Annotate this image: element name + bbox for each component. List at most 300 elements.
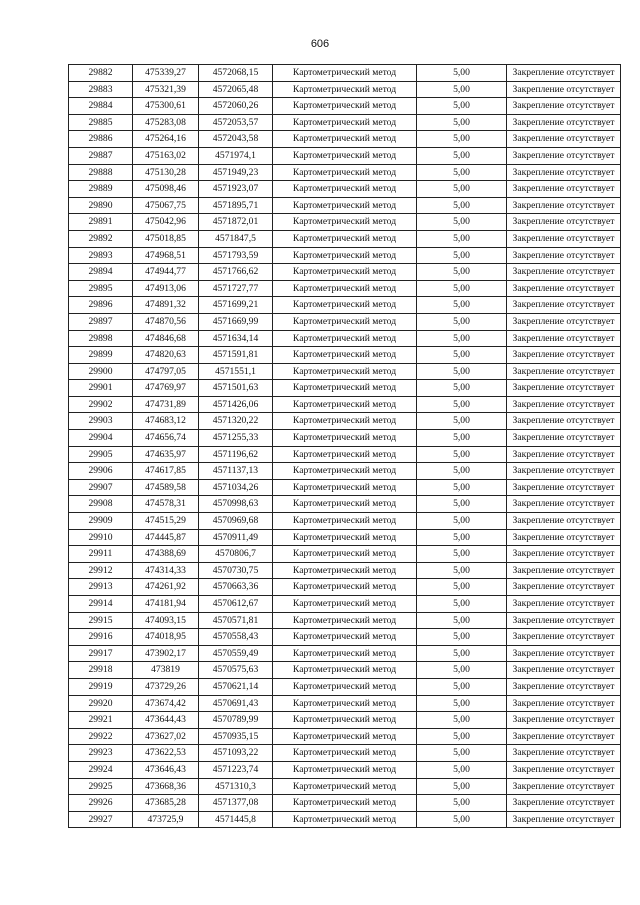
point-number-cell: 29907	[69, 479, 133, 496]
fixation-cell: Закрепление отсутствует	[507, 413, 621, 430]
y-coordinate-cell: 4570806,7	[199, 546, 273, 563]
table-row	[69, 529, 621, 546]
point-number-cell: 29908	[69, 496, 133, 513]
point-number-cell: 29890	[69, 197, 133, 214]
accuracy-cell: 5,00	[417, 529, 507, 546]
accuracy-cell: 5,00	[417, 463, 507, 480]
accuracy-cell: 5,00	[417, 678, 507, 695]
fixation-cell: Закрепление отсутствует	[507, 181, 621, 198]
fixation-cell: Закрепление отсутствует	[507, 214, 621, 231]
y-coordinate-cell: 4571320,22	[199, 413, 273, 430]
table-row	[69, 114, 621, 131]
y-coordinate-cell: 4570911,49	[199, 529, 273, 546]
point-number-cell: 29927	[69, 811, 133, 828]
accuracy-cell: 5,00	[417, 645, 507, 662]
method-cell: Картометрический метод	[273, 629, 417, 646]
accuracy-cell: 5,00	[417, 629, 507, 646]
fixation-cell: Закрепление отсутствует	[507, 363, 621, 380]
point-number-cell: 29925	[69, 778, 133, 795]
method-cell: Картометрический метод	[273, 247, 417, 264]
point-number-cell: 29892	[69, 230, 133, 247]
method-cell: Картометрический метод	[273, 662, 417, 679]
y-coordinate-cell: 4570571,81	[199, 612, 273, 629]
table-row	[69, 164, 621, 181]
table-row	[69, 596, 621, 613]
y-coordinate-cell: 4571974,1	[199, 147, 273, 164]
fixation-cell: Закрепление отсутствует	[507, 230, 621, 247]
fixation-cell: Закрепление отсутствует	[507, 662, 621, 679]
y-coordinate-cell: 4570621,14	[199, 678, 273, 695]
x-coordinate-cell: 475067,75	[133, 197, 199, 214]
accuracy-cell: 5,00	[417, 297, 507, 314]
x-coordinate-cell: 475018,85	[133, 230, 199, 247]
x-coordinate-cell: 475130,28	[133, 164, 199, 181]
y-coordinate-cell: 4570691,43	[199, 695, 273, 712]
point-number-cell: 29912	[69, 562, 133, 579]
fixation-cell: Закрепление отсутствует	[507, 264, 621, 281]
point-number-cell: 29922	[69, 728, 133, 745]
fixation-cell: Закрепление отсутствует	[507, 496, 621, 513]
accuracy-cell: 5,00	[417, 247, 507, 264]
x-coordinate-cell: 474515,29	[133, 513, 199, 530]
x-coordinate-cell: 474635,97	[133, 446, 199, 463]
method-cell: Картометрический метод	[273, 313, 417, 330]
fixation-cell: Закрепление отсутствует	[507, 297, 621, 314]
table-row	[69, 98, 621, 115]
accuracy-cell: 5,00	[417, 496, 507, 513]
x-coordinate-cell: 473627,02	[133, 728, 199, 745]
table-row	[69, 662, 621, 679]
point-number-cell: 29917	[69, 645, 133, 662]
fixation-cell: Закрепление отсутствует	[507, 513, 621, 530]
accuracy-cell: 5,00	[417, 430, 507, 447]
x-coordinate-cell: 474578,31	[133, 496, 199, 513]
fixation-cell: Закрепление отсутствует	[507, 313, 621, 330]
accuracy-cell: 5,00	[417, 446, 507, 463]
fixation-cell: Закрепление отсутствует	[507, 65, 621, 82]
y-coordinate-cell: 4571923,07	[199, 181, 273, 198]
fixation-cell: Закрепление отсутствует	[507, 579, 621, 596]
table-row	[69, 479, 621, 496]
method-cell: Картометрический метод	[273, 612, 417, 629]
method-cell: Картометрический метод	[273, 811, 417, 828]
y-coordinate-cell: 4572043,58	[199, 131, 273, 148]
method-cell: Картометрический метод	[273, 330, 417, 347]
coordinates-table-body	[69, 65, 621, 828]
fixation-cell: Закрепление отсутствует	[507, 795, 621, 812]
table-row	[69, 330, 621, 347]
point-number-cell: 29918	[69, 662, 133, 679]
table-row	[69, 562, 621, 579]
point-number-cell: 29900	[69, 363, 133, 380]
y-coordinate-cell: 4570789,99	[199, 712, 273, 729]
fixation-cell: Закрепление отсутствует	[507, 811, 621, 828]
x-coordinate-cell: 473685,28	[133, 795, 199, 812]
point-number-cell: 29882	[69, 65, 133, 82]
table-row	[69, 430, 621, 447]
x-coordinate-cell: 474944,77	[133, 264, 199, 281]
table-row	[69, 214, 621, 231]
x-coordinate-cell: 474769,97	[133, 380, 199, 397]
table-row	[69, 645, 621, 662]
table-row	[69, 463, 621, 480]
point-number-cell: 29889	[69, 181, 133, 198]
table-row	[69, 297, 621, 314]
y-coordinate-cell: 4571377,08	[199, 795, 273, 812]
y-coordinate-cell: 4570969,68	[199, 513, 273, 530]
y-coordinate-cell: 4572053,57	[199, 114, 273, 131]
method-cell: Картометрический метод	[273, 164, 417, 181]
method-cell: Картометрический метод	[273, 396, 417, 413]
accuracy-cell: 5,00	[417, 330, 507, 347]
x-coordinate-cell: 474683,12	[133, 413, 199, 430]
method-cell: Картометрический метод	[273, 513, 417, 530]
y-coordinate-cell: 4571766,62	[199, 264, 273, 281]
table-row	[69, 678, 621, 695]
y-coordinate-cell: 4572065,48	[199, 81, 273, 98]
accuracy-cell: 5,00	[417, 745, 507, 762]
x-coordinate-cell: 474968,51	[133, 247, 199, 264]
accuracy-cell: 5,00	[417, 363, 507, 380]
fixation-cell: Закрепление отсутствует	[507, 247, 621, 264]
table-row	[69, 712, 621, 729]
accuracy-cell: 5,00	[417, 546, 507, 563]
y-coordinate-cell: 4570558,43	[199, 629, 273, 646]
method-cell: Картометрический метод	[273, 778, 417, 795]
fixation-cell: Закрепление отсутствует	[507, 529, 621, 546]
fixation-cell: Закрепление отсутствует	[507, 164, 621, 181]
table-row	[69, 795, 621, 812]
fixation-cell: Закрепление отсутствует	[507, 596, 621, 613]
accuracy-cell: 5,00	[417, 164, 507, 181]
x-coordinate-cell: 474891,32	[133, 297, 199, 314]
x-coordinate-cell: 474093,15	[133, 612, 199, 629]
x-coordinate-cell: 473902,17	[133, 645, 199, 662]
x-coordinate-cell: 475339,27	[133, 65, 199, 82]
table-row	[69, 347, 621, 364]
point-number-cell: 29923	[69, 745, 133, 762]
y-coordinate-cell: 4570935,15	[199, 728, 273, 745]
y-coordinate-cell: 4571034,26	[199, 479, 273, 496]
point-number-cell: 29898	[69, 330, 133, 347]
table-row	[69, 579, 621, 596]
accuracy-cell: 5,00	[417, 114, 507, 131]
method-cell: Картометрический метод	[273, 181, 417, 198]
fixation-cell: Закрепление отсутствует	[507, 546, 621, 563]
method-cell: Картометрический метод	[273, 463, 417, 480]
fixation-cell: Закрепление отсутствует	[507, 479, 621, 496]
accuracy-cell: 5,00	[417, 596, 507, 613]
fixation-cell: Закрепление отсутствует	[507, 396, 621, 413]
table-row	[69, 811, 621, 828]
method-cell: Картометрический метод	[273, 147, 417, 164]
accuracy-cell: 5,00	[417, 479, 507, 496]
accuracy-cell: 5,00	[417, 662, 507, 679]
table-row	[69, 363, 621, 380]
table-row	[69, 629, 621, 646]
point-number-cell: 29883	[69, 81, 133, 98]
x-coordinate-cell: 474870,56	[133, 313, 199, 330]
table-row	[69, 496, 621, 513]
fixation-cell: Закрепление отсутствует	[507, 131, 621, 148]
y-coordinate-cell: 4572068,15	[199, 65, 273, 82]
method-cell: Картометрический метод	[273, 430, 417, 447]
point-number-cell: 29919	[69, 678, 133, 695]
point-number-cell: 29926	[69, 795, 133, 812]
y-coordinate-cell: 4571501,63	[199, 380, 273, 397]
page-number: 606	[310, 38, 330, 50]
method-cell: Картометрический метод	[273, 479, 417, 496]
table-row	[69, 131, 621, 148]
accuracy-cell: 5,00	[417, 795, 507, 812]
y-coordinate-cell: 4570612,67	[199, 596, 273, 613]
point-number-cell: 29916	[69, 629, 133, 646]
accuracy-cell: 5,00	[417, 728, 507, 745]
accuracy-cell: 5,00	[417, 65, 507, 82]
table-row	[69, 446, 621, 463]
x-coordinate-cell: 474731,89	[133, 396, 199, 413]
point-number-cell: 29920	[69, 695, 133, 712]
method-cell: Картометрический метод	[273, 496, 417, 513]
x-coordinate-cell: 475300,61	[133, 98, 199, 115]
x-coordinate-cell: 475264,16	[133, 131, 199, 148]
point-number-cell: 29911	[69, 546, 133, 563]
table-row	[69, 761, 621, 778]
fixation-cell: Закрепление отсутствует	[507, 678, 621, 695]
method-cell: Картометрический метод	[273, 230, 417, 247]
fixation-cell: Закрепление отсутствует	[507, 380, 621, 397]
point-number-cell: 29909	[69, 513, 133, 530]
method-cell: Картометрический метод	[273, 413, 417, 430]
x-coordinate-cell: 474656,74	[133, 430, 199, 447]
accuracy-cell: 5,00	[417, 147, 507, 164]
accuracy-cell: 5,00	[417, 347, 507, 364]
method-cell: Картометрический метод	[273, 712, 417, 729]
accuracy-cell: 5,00	[417, 612, 507, 629]
table-row	[69, 147, 621, 164]
method-cell: Картометрический метод	[273, 562, 417, 579]
y-coordinate-cell: 4571727,77	[199, 280, 273, 297]
x-coordinate-cell: 474261,92	[133, 579, 199, 596]
method-cell: Картометрический метод	[273, 695, 417, 712]
table-row	[69, 695, 621, 712]
table-row	[69, 65, 621, 82]
x-coordinate-cell: 474846,68	[133, 330, 199, 347]
point-number-cell: 29904	[69, 430, 133, 447]
x-coordinate-cell: 473729,26	[133, 678, 199, 695]
method-cell: Картометрический метод	[273, 363, 417, 380]
fixation-cell: Закрепление отсутствует	[507, 778, 621, 795]
accuracy-cell: 5,00	[417, 230, 507, 247]
accuracy-cell: 5,00	[417, 778, 507, 795]
table-row	[69, 264, 621, 281]
method-cell: Картометрический метод	[273, 65, 417, 82]
point-number-cell: 29901	[69, 380, 133, 397]
y-coordinate-cell: 4571445,8	[199, 811, 273, 828]
fixation-cell: Закрепление отсутствует	[507, 612, 621, 629]
table-row	[69, 197, 621, 214]
method-cell: Картометрический метод	[273, 728, 417, 745]
y-coordinate-cell: 4570559,49	[199, 645, 273, 662]
y-coordinate-cell: 4572060,26	[199, 98, 273, 115]
point-number-cell: 29905	[69, 446, 133, 463]
table-row	[69, 313, 621, 330]
fixation-cell: Закрепление отсутствует	[507, 81, 621, 98]
point-number-cell: 29899	[69, 347, 133, 364]
point-number-cell: 29895	[69, 280, 133, 297]
fixation-cell: Закрепление отсутствует	[507, 695, 621, 712]
point-number-cell: 29903	[69, 413, 133, 430]
table-row	[69, 396, 621, 413]
table-row	[69, 413, 621, 430]
fixation-cell: Закрепление отсутствует	[507, 463, 621, 480]
x-coordinate-cell: 474617,85	[133, 463, 199, 480]
table-row	[69, 230, 621, 247]
method-cell: Картометрический метод	[273, 546, 417, 563]
point-number-cell: 29910	[69, 529, 133, 546]
accuracy-cell: 5,00	[417, 131, 507, 148]
accuracy-cell: 5,00	[417, 396, 507, 413]
point-number-cell: 29915	[69, 612, 133, 629]
fixation-cell: Закрепление отсутствует	[507, 712, 621, 729]
accuracy-cell: 5,00	[417, 811, 507, 828]
point-number-cell: 29886	[69, 131, 133, 148]
table-row	[69, 247, 621, 264]
point-number-cell: 29891	[69, 214, 133, 231]
x-coordinate-cell: 474797,05	[133, 363, 199, 380]
x-coordinate-cell: 474388,69	[133, 546, 199, 563]
point-number-cell: 29888	[69, 164, 133, 181]
table-row	[69, 380, 621, 397]
table-row	[69, 181, 621, 198]
table-row	[69, 728, 621, 745]
fixation-cell: Закрепление отсутствует	[507, 347, 621, 364]
fixation-cell: Закрепление отсутствует	[507, 446, 621, 463]
point-number-cell: 29897	[69, 313, 133, 330]
accuracy-cell: 5,00	[417, 413, 507, 430]
method-cell: Картометрический метод	[273, 380, 417, 397]
accuracy-cell: 5,00	[417, 214, 507, 231]
method-cell: Картометрический метод	[273, 81, 417, 98]
y-coordinate-cell: 4570998,63	[199, 496, 273, 513]
method-cell: Картометрический метод	[273, 645, 417, 662]
accuracy-cell: 5,00	[417, 280, 507, 297]
method-cell: Картометрический метод	[273, 745, 417, 762]
y-coordinate-cell: 4571310,3	[199, 778, 273, 795]
y-coordinate-cell: 4571847,5	[199, 230, 273, 247]
method-cell: Картометрический метод	[273, 529, 417, 546]
method-cell: Картометрический метод	[273, 579, 417, 596]
y-coordinate-cell: 4571196,62	[199, 446, 273, 463]
y-coordinate-cell: 4571426,06	[199, 396, 273, 413]
accuracy-cell: 5,00	[417, 313, 507, 330]
accuracy-cell: 5,00	[417, 181, 507, 198]
point-number-cell: 29914	[69, 596, 133, 613]
y-coordinate-cell: 4571634,14	[199, 330, 273, 347]
y-coordinate-cell: 4571669,99	[199, 313, 273, 330]
fixation-cell: Закрепление отсутствует	[507, 98, 621, 115]
y-coordinate-cell: 4570575,63	[199, 662, 273, 679]
table-row	[69, 612, 621, 629]
table-row	[69, 745, 621, 762]
x-coordinate-cell: 473725,9	[133, 811, 199, 828]
method-cell: Картометрический метод	[273, 114, 417, 131]
table-row	[69, 280, 621, 297]
x-coordinate-cell: 475283,08	[133, 114, 199, 131]
x-coordinate-cell: 474820,63	[133, 347, 199, 364]
x-coordinate-cell: 474314,33	[133, 562, 199, 579]
x-coordinate-cell: 475163,02	[133, 147, 199, 164]
fixation-cell: Закрепление отсутствует	[507, 761, 621, 778]
x-coordinate-cell: 473819	[133, 662, 199, 679]
y-coordinate-cell: 4571137,13	[199, 463, 273, 480]
fixation-cell: Закрепление отсутствует	[507, 280, 621, 297]
point-number-cell: 29924	[69, 761, 133, 778]
point-number-cell: 29896	[69, 297, 133, 314]
x-coordinate-cell: 473622,53	[133, 745, 199, 762]
point-number-cell: 29902	[69, 396, 133, 413]
y-coordinate-cell: 4571093,22	[199, 745, 273, 762]
method-cell: Картометрический метод	[273, 795, 417, 812]
point-number-cell: 29913	[69, 579, 133, 596]
point-number-cell: 29894	[69, 264, 133, 281]
point-number-cell: 29885	[69, 114, 133, 131]
x-coordinate-cell: 473668,36	[133, 778, 199, 795]
table-row	[69, 546, 621, 563]
y-coordinate-cell: 4571551,1	[199, 363, 273, 380]
fixation-cell: Закрепление отсутствует	[507, 330, 621, 347]
fixation-cell: Закрепление отсутствует	[507, 147, 621, 164]
table-row	[69, 778, 621, 795]
x-coordinate-cell: 474018,95	[133, 629, 199, 646]
method-cell: Картометрический метод	[273, 280, 417, 297]
accuracy-cell: 5,00	[417, 695, 507, 712]
accuracy-cell: 5,00	[417, 380, 507, 397]
accuracy-cell: 5,00	[417, 513, 507, 530]
x-coordinate-cell: 474589,58	[133, 479, 199, 496]
fixation-cell: Закрепление отсутствует	[507, 562, 621, 579]
method-cell: Картометрический метод	[273, 264, 417, 281]
y-coordinate-cell: 4570663,36	[199, 579, 273, 596]
point-number-cell: 29884	[69, 98, 133, 115]
fixation-cell: Закрепление отсутствует	[507, 645, 621, 662]
accuracy-cell: 5,00	[417, 761, 507, 778]
method-cell: Картометрический метод	[273, 347, 417, 364]
fixation-cell: Закрепление отсутствует	[507, 114, 621, 131]
accuracy-cell: 5,00	[417, 264, 507, 281]
method-cell: Картометрический метод	[273, 297, 417, 314]
x-coordinate-cell: 473644,43	[133, 712, 199, 729]
fixation-cell: Закрепление отсутствует	[507, 745, 621, 762]
method-cell: Картометрический метод	[273, 214, 417, 231]
accuracy-cell: 5,00	[417, 712, 507, 729]
y-coordinate-cell: 4571872,01	[199, 214, 273, 231]
accuracy-cell: 5,00	[417, 579, 507, 596]
method-cell: Картометрический метод	[273, 761, 417, 778]
y-coordinate-cell: 4571699,21	[199, 297, 273, 314]
x-coordinate-cell: 475042,96	[133, 214, 199, 231]
y-coordinate-cell: 4571949,23	[199, 164, 273, 181]
method-cell: Картометрический метод	[273, 197, 417, 214]
y-coordinate-cell: 4571895,71	[199, 197, 273, 214]
method-cell: Картометрический метод	[273, 446, 417, 463]
fixation-cell: Закрепление отсутствует	[507, 629, 621, 646]
x-coordinate-cell: 474181,94	[133, 596, 199, 613]
y-coordinate-cell: 4571793,59	[199, 247, 273, 264]
table-row	[69, 513, 621, 530]
method-cell: Картометрический метод	[273, 98, 417, 115]
x-coordinate-cell: 473646,43	[133, 761, 199, 778]
